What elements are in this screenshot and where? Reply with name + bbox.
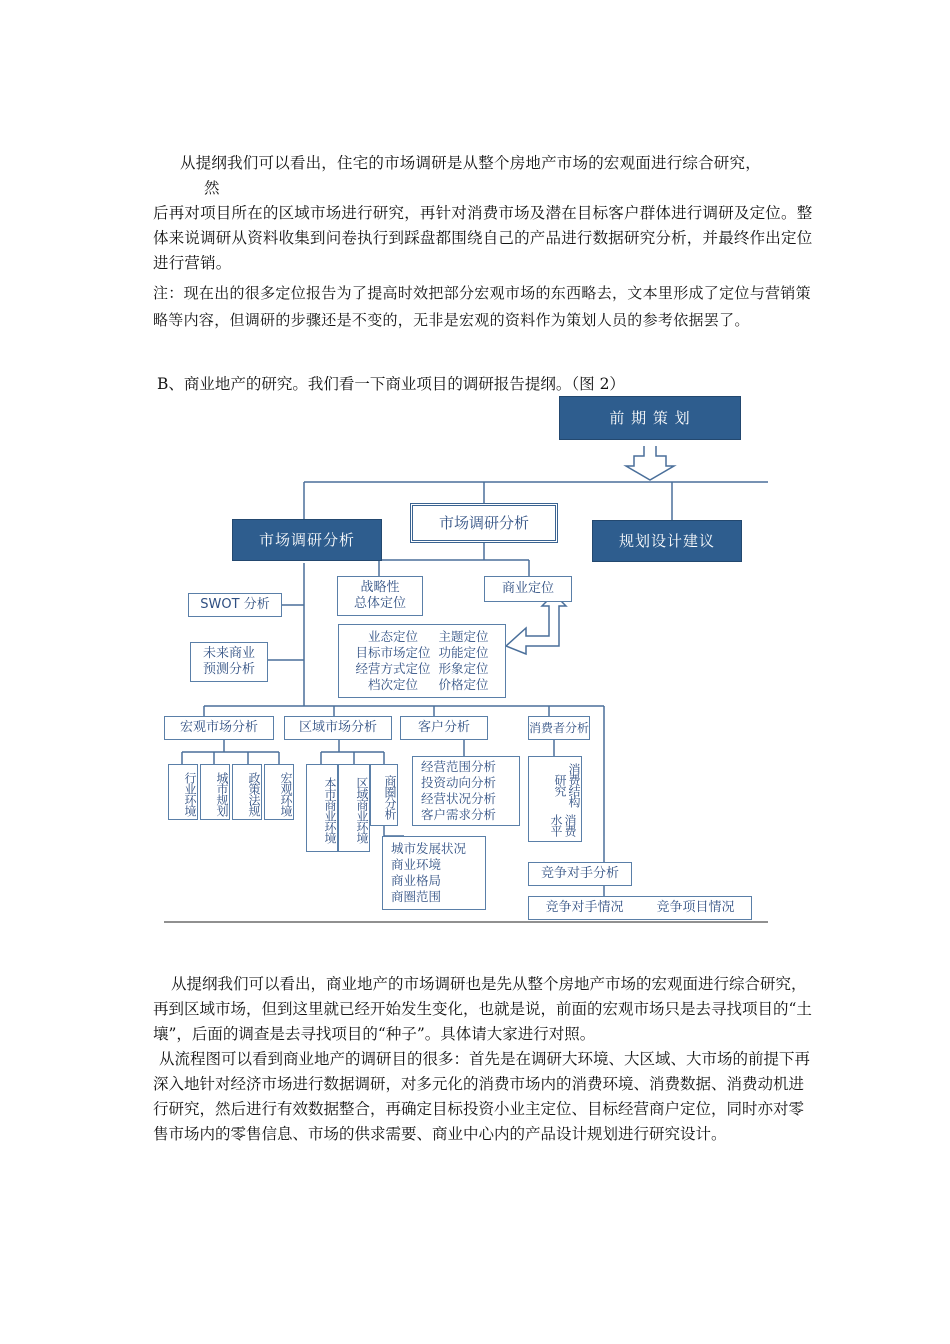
customer-item: 客户需求分析 — [421, 807, 497, 822]
circle-item: 商业环境 — [391, 857, 442, 872]
customer-item: 经营状况分析 — [421, 791, 497, 806]
regional-market-box: 区域市场分析 — [284, 716, 392, 740]
note-paragraph: 注：现在出的很多定位报告为了提高时效把部分宏观市场的东西略去，文本里形成了定位与营销策略等内容，但调研的步骤还是不变的，无非是宏观的资料作为策划人员的参考依据罢了。 — [153, 284, 811, 329]
position-item: 功能定位 — [438, 645, 489, 660]
position-item: 业态定位 — [367, 629, 418, 644]
market-analysis-box-center: 市场调研分析 — [410, 503, 558, 543]
macro-market-box: 宏观市场分析 — [164, 716, 274, 740]
consumer-items-box — [528, 756, 582, 842]
flowchart-diagram — [164, 396, 768, 924]
position-item: 经营方式定位 — [355, 661, 431, 676]
circle-item: 商业格局 — [391, 873, 442, 888]
section-b-heading: B、商业地产的研究。我们看一下商业项目的调研报告提纲。（图 2） — [157, 375, 625, 393]
customer-items-box — [412, 756, 520, 826]
competitor-project: 竞争项目情况 — [656, 900, 735, 915]
position-item: 形象定位 — [438, 661, 489, 676]
regional-item: 商圈分析 — [370, 764, 398, 826]
regional-item: 区域商业环境 — [338, 764, 370, 852]
circle-item: 城市发展状况 — [391, 841, 467, 856]
macro-item: 政策法规 — [232, 764, 262, 820]
top-planning-box: 前 期 策 划 — [559, 396, 741, 440]
regional-item: 本市商业环境 — [306, 764, 338, 852]
position-item: 主题定位 — [438, 629, 489, 644]
consumer-item: 消费结构研究 — [553, 763, 581, 807]
competitor-info-box — [528, 896, 752, 920]
para1-rest: 后再对项目所在的区域市场进行研究，再针对消费市场及潜在目标客户群体进行调研及定位。整体来说调研从资料收集到问卷执行到踩盘都围绕自己的产品进行数据研究分析，并最终作出定位进行营销。 — [153, 204, 813, 272]
strategy-positioning-box: 战略性 总体定位 — [337, 576, 423, 616]
circle-item: 商圈范围 — [391, 889, 442, 904]
future-forecast-box: 未来商业 预测分析 — [190, 642, 268, 682]
position-item: 目标市场定位 — [355, 645, 431, 660]
customer-item: 经营范围分析 — [421, 759, 497, 774]
positions-box — [338, 624, 506, 698]
planning-design-box: 规划设计建议 — [592, 520, 742, 562]
swot-box: SWOT 分析 — [188, 593, 282, 617]
commercial-positioning-box: 商业定位 — [484, 576, 572, 602]
macro-item: 行业环境 — [168, 764, 198, 820]
paragraph-3: 从提纲我们可以看出，商业地产的市场调研也是先从整个房地产市场的宏观面进行综合研究，再到区域市场，但到这里就已经开始发生变化，也就是说，前面的宏观市场只是去寻找项目的“土壤”，后面的调查是去寻找项目的“种子”。具体请大家进行对照。 — [153, 975, 812, 1043]
market-analysis-box-left: 市场调研分析 — [232, 519, 382, 561]
macro-item: 城市规划 — [200, 764, 230, 820]
para1-line2: 然 — [204, 179, 220, 197]
position-item: 价格定位 — [438, 677, 489, 692]
customer-item: 投资动向分析 — [421, 775, 497, 790]
consumer-analysis-box: 消费者分析 — [528, 716, 590, 740]
paragraph-4: 从流程图可以看到商业地产的调研目的很多：首先是在调研大环境、大区域、大市场的前提下再深入地针对经济市场进行数据调研，对多元化的消费市场内的消费环境、消费数据、消费动机进行研究，然后进行有效数据整合，再确定目标投资小业主定位、目标经营商户定位，同时亦对零售市场内的零售信息、市场的供求需要、商业中心内的产品设计规划进行研究设计。 — [153, 1050, 811, 1143]
customer-analysis-box: 客户分析 — [400, 716, 488, 740]
competitor-analysis-box: 竞争对手分析 — [528, 862, 632, 886]
consumer-item: 消费水平 — [549, 814, 577, 836]
position-item: 档次定位 — [367, 677, 418, 692]
circle-items-box — [382, 836, 486, 910]
competitor-info: 竞争对手情况 — [545, 900, 624, 915]
para1-line1: 从提纲我们可以看出，住宅的市场调研是从整个房地产市场的宏观面进行综合研究， — [180, 154, 761, 172]
macro-item: 宏观环境 — [264, 764, 294, 820]
